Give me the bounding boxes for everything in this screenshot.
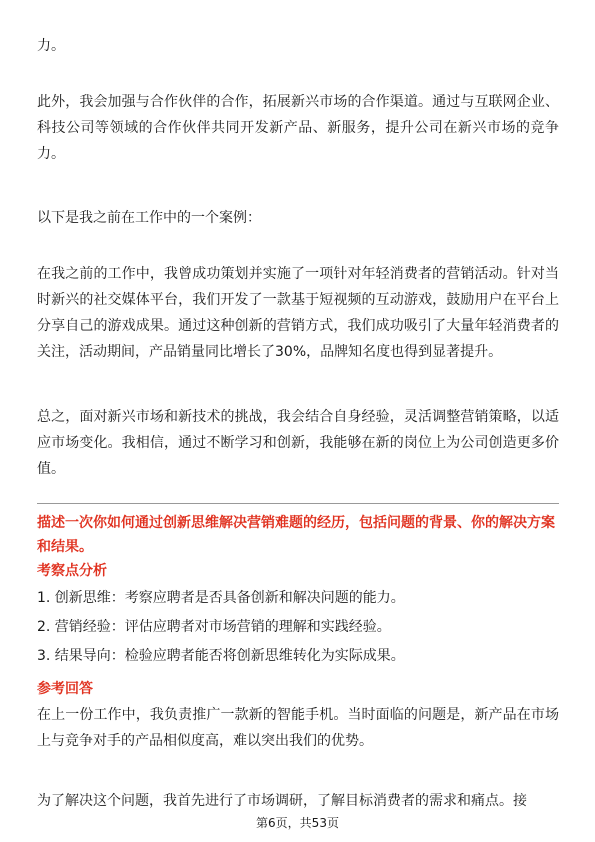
section-divider <box>37 503 559 504</box>
answer-paragraph: 在上一份工作中，我负责推广一款新的智能手机。当时面临的问题是，新产品在市场上与竞争对手的产品相似度高，难以突出我们的优势。 <box>37 707 559 749</box>
answer-paragraph: 为了解决这个问题，我首先进行了市场调研，了解目标消费者的需求和痛点。接 <box>37 793 527 809</box>
interview-question: 描述一次你如何通过创新思维解决营销难题的经历，包括问题的背景、你的解决方案和结果。 <box>37 515 555 555</box>
paragraph-case-intro: 以下是我之前在工作中的一个案例： <box>37 210 261 226</box>
paragraph-partnerships: 此外，我会加强与合作伙伴的合作，拓展新兴市场的合作渠道。通过与互联网企业、科技公司等领域的合作伙伴共同开发新产品、新服务，提升公司在新兴市场的竞争力。 <box>37 94 559 162</box>
paragraph-case-study: 在我之前的工作中，我曾成功策划并实施了一项针对年轻消费者的营销活动。针对当时新兴的社交媒体平台，我们开发了一款基于短视频的互动游戏，鼓励用户在平台上分享自己的游戏成果。通过这种创新的营销方式，我们成功吸引了大量年轻消费者的关注，活动期间，产品销量同比增长了30%，品牌知名度也得到显著提升。 <box>37 266 559 360</box>
analysis-item: 3. 结果导向：检验应聘者能否将创新思维转化为实际成果。 <box>37 648 405 664</box>
paragraph-continuation: 力。 <box>37 38 65 54</box>
paragraph-conclusion: 总之，面对新兴市场和新技术的挑战，我会结合自身经验，灵活调整营销策略，以适应市场变化。我相信，通过不断学习和创新，我能够在新的岗位上为公司创造更多价值。 <box>37 409 559 477</box>
analysis-item: 1. 创新思维：考察应聘者是否具备创新和解决问题的能力。 <box>37 590 405 606</box>
page-number: 第6页，共53页 <box>256 816 339 830</box>
analysis-item: 2. 营销经验：评估应聘者对市场营销的理解和实践经验。 <box>37 619 391 635</box>
analysis-heading: 考察点分析 <box>37 563 107 579</box>
answer-heading: 参考回答 <box>37 681 93 697</box>
